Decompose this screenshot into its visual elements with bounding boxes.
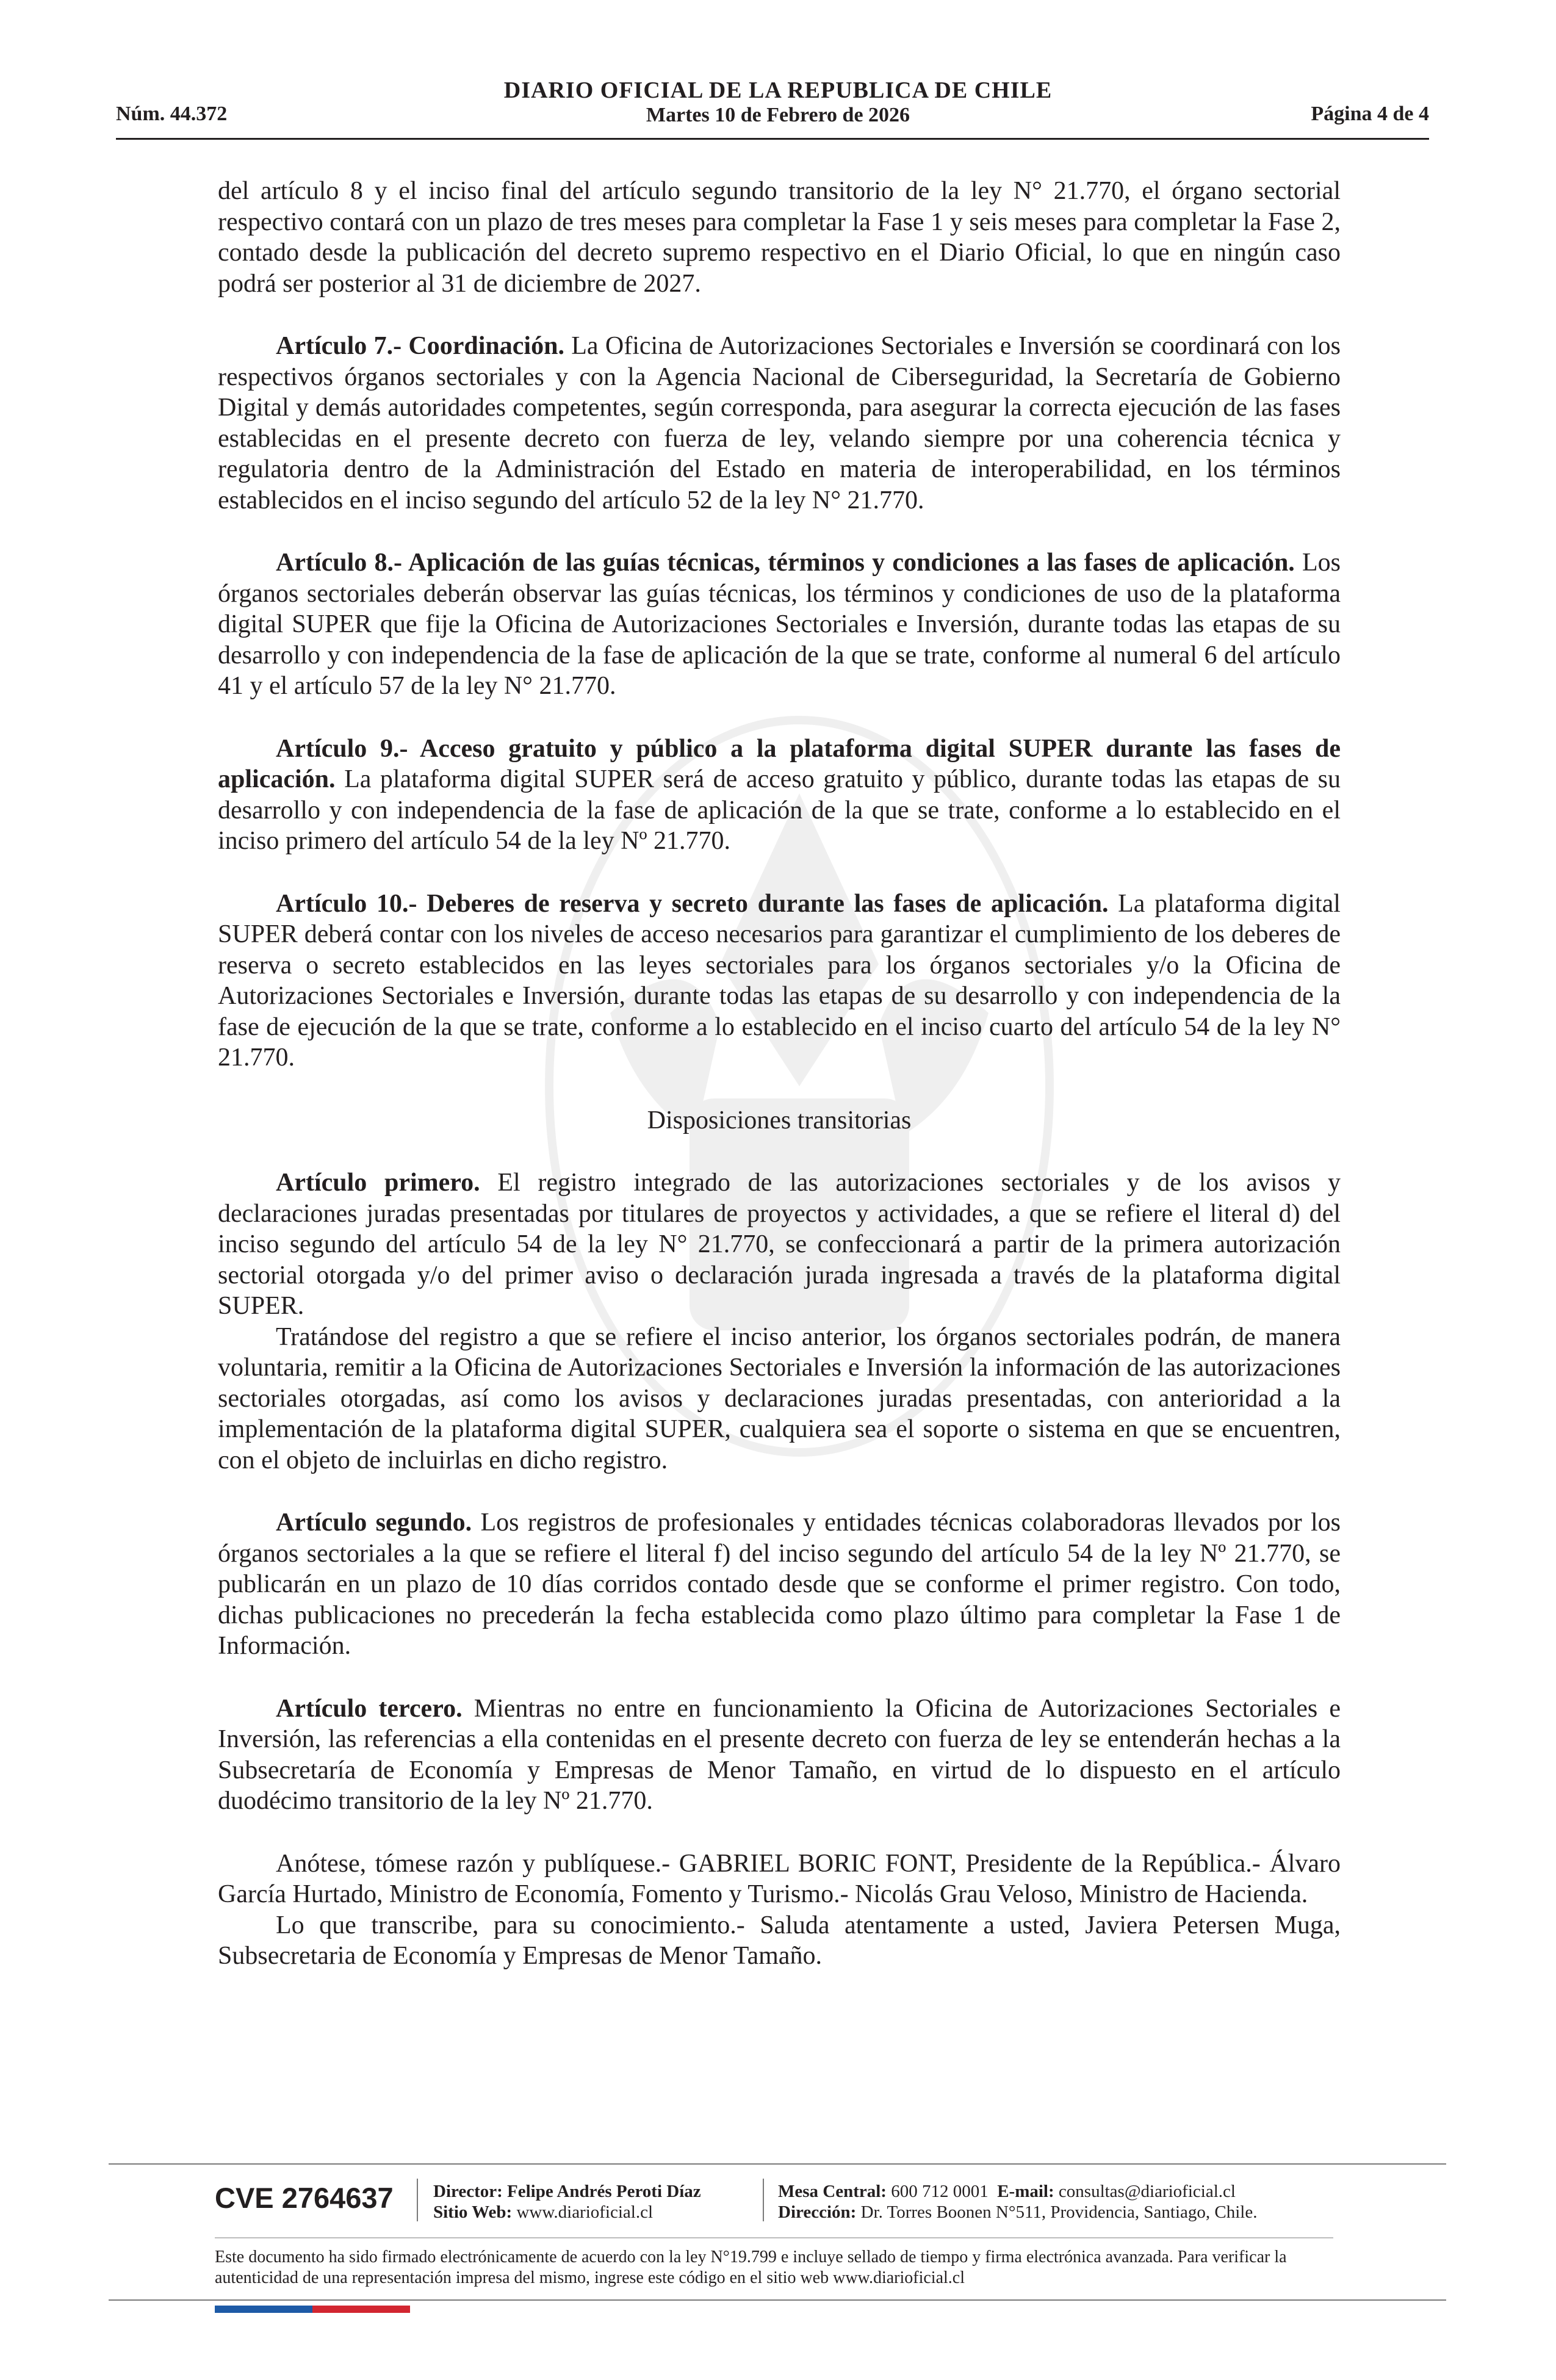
document-body: [218, 176, 1341, 1972]
footer-separator: [763, 2179, 764, 2221]
transitional-provisions-heading: Disposiciones transitorias: [647, 1106, 912, 1134]
transitional-article-1: [218, 1167, 1341, 1322]
email-link[interactable]: consultas@diarioficial.cl: [1058, 2182, 1236, 2201]
address-label: Dirección:: [778, 2202, 857, 2222]
transitional-article-3: [218, 1693, 1341, 1817]
footer-director-block: [433, 2181, 701, 2223]
article-9: [218, 734, 1341, 857]
publication-date: Martes 10 de Febrero de 2026: [646, 104, 910, 126]
phone-number: 600 712 0001: [891, 2182, 989, 2201]
flag-bar-red: [312, 2306, 410, 2313]
phone-label: Mesa Central:: [778, 2182, 887, 2201]
director-label: Director:: [433, 2182, 503, 2201]
transitional-article-3-title: Artículo tercero.: [276, 1694, 463, 1723]
header-divider: [116, 138, 1429, 140]
transitional-article-3-text: Mientras no entre en funcionamiento la Oficina de Autorizaciones Sectoriales e Inversión, las referencias a ella contenidas en el presente decreto con fuerza de ley se entenderán hechas a la Subsecretaría de Economía y Empresas de Menor Tamaño, en virtud de lo dispuesto en el artículo duodécimo transitorio de la ley Nº 21.770.: [218, 1694, 1341, 1815]
transitional-article-2: [218, 1507, 1341, 1662]
article-10-title: Artículo 10.- Deberes de reserva y secreto durante las fases de aplicación.: [276, 889, 1109, 918]
cve-code: CVE 2764637: [215, 2182, 394, 2214]
footer-contact-block: [778, 2181, 1257, 2223]
email-label: E-mail:: [997, 2182, 1054, 2201]
address-text: Dr. Torres Boonen N°511, Providencia, Santiago, Chile.: [860, 2202, 1258, 2222]
footer-divider-middle: [215, 2237, 1333, 2238]
publication-title: DIARIO OFICIAL DE LA REPUBLICA DE CHILE: [503, 78, 1053, 103]
article-7: [218, 331, 1341, 516]
transitional-article-1-title: Artículo primero.: [276, 1169, 480, 1197]
article-7-title: Artículo 7.- Coordinación.: [276, 332, 564, 360]
article-8-title: Artículo 8.- Aplicación de las guías técnicas, términos y condiciones a las fases de aplicación.: [276, 549, 1295, 577]
transitional-article-2-title: Artículo segundo.: [276, 1509, 472, 1537]
website-link[interactable]: www.diarioficial.cl: [516, 2202, 654, 2222]
paragraph-continuation: del artículo 8 y el inciso final del artículo segundo transitorio de la ley N° 21.770, el órgano sectorial respectivo contará con un plazo de tres meses para completar la Fase 1 y seis meses para completar la Fase 2, contado desde la publicación del decreto supremo respectivo en el Diario Oficial, lo que en ningún caso podrá ser posterior al 31 de diciembre de 2027.: [218, 177, 1341, 298]
director-name: Felipe Andrés Peroti Díaz: [507, 2182, 701, 2201]
footer-separator: [417, 2179, 418, 2221]
article-8: [218, 547, 1341, 702]
issue-number: Núm. 44.372: [116, 103, 228, 125]
authenticity-note: Este documento ha sido firmado electrónicamente de acuerdo con la ley N°19.799 e incluye sellado de tiempo y firma electrónica avanzada. Para verificar la autenticidad de una representación impresa del mismo, ingrese este código en el sitio web www.diarioficial.cl: [215, 2248, 1287, 2287]
closing-signatures: Anótese, tómese razón y publíquese.- GABRIEL BORIC FONT, Presidente de la República.- Álvaro García Hurtado, Ministro de Economía, Fomento y Turismo.- Nicolás Grau Veloso, Ministro de Hacienda.: [218, 1849, 1341, 1908]
website-label: Sitio Web:: [433, 2202, 513, 2222]
article-9-text: La plataforma digital SUPER será de acceso gratuito y público, durante todas las etapas de su desarrollo y con independencia de la fase de aplicación de la que se trate, conforme a lo establecido en el inciso primero del artículo 54 de la ley Nº 21.770.: [218, 765, 1341, 855]
transitional-article-1-text: El registro integrado de las autorizaciones sectoriales y de los avisos y declaraciones juradas presentadas por titulares de proyectos y actividades, a que se refiere el literal d) del inciso segundo del artículo 54 de la ley N° 21.770, se confeccionará a partir de la primera autorización sectorial otorgada y/o del primer aviso o declaración jurada ingresada a través de la plataforma digital SUPER.: [218, 1169, 1341, 1320]
transitional-article-2-text: Los registros de profesionales y entidades técnicas colaboradoras llevados por los órganos sectoriales a la que se refiere el literal f) del inciso segundo del artículo 54 de la ley Nº 21.770, se publicarán en un plazo de 10 días corridos contado desde que se conforme el primer registro. Con todo, dichas publicaciones no precederán la fecha establecida como plazo último para completar la Fase 1 de Información.: [218, 1509, 1341, 1660]
article-9-title: Artículo 9.- Acceso gratuito y público a la plataforma digital SUPER durante las fases de aplicación.: [218, 734, 1341, 793]
page-indicator: Página 4 de 4: [1311, 103, 1429, 125]
article-10-text: La plataforma digital SUPER deberá contar con los niveles de acceso necesarios para garantizar el cumplimiento de los deberes de reserva o secreto establecidos en las leyes sectoriales para los órganos sectoriales y/o la Oficina de Autorizaciones Sectoriales e Inversión, durante todas las etapas de su desarrollo y con independencia de la fase de ejecución de la que se trate, conforme a lo establecido en el inciso cuarto del artículo 54 de la ley N° 21.770.: [218, 889, 1341, 1072]
closing-transcription: Lo que transcribe, para su conocimiento.- Saluda atentamente a usted, Javiera Petersen Muga, Subsecretaria de Economía y Empresas de Menor Tamaño.: [218, 1911, 1341, 1970]
article-8-text: Los órganos sectoriales deberán observar las guías técnicas, los términos y condiciones de uso de la plataforma digital SUPER que fije la Oficina de Autorizaciones Sectoriales e Inversión, durante todas las etapas de su desarrollo y con independencia de la fase de aplicación de la que se trate, conforme al numeral 6 del artículo 41 y el artículo 57 de la ley N° 21.770.: [218, 549, 1341, 700]
article-10: [218, 889, 1341, 1073]
article-7-text: La Oficina de Autorizaciones Sectoriales e Inversión se coordinará con los respectivos órganos sectoriales y con la Agencia Nacional de Ciberseguridad, la Secretaría de Gobierno Digital y demás autoridades competentes, según corresponda, para asegurar la correcta ejecución de las fases establecidas en el presente decreto con fuerza de ley, velando siempre por una coherencia técnica y regulatoria dentro de la Administración del Estado en materia de interoperabilidad, en los términos establecidos en el inciso segundo del artículo 52 de la ley N° 21.770.: [218, 332, 1341, 514]
flag-bar-blue: [215, 2306, 312, 2313]
footer-divider-bottom: [109, 2299, 1446, 2301]
footer-divider-top: [109, 2163, 1446, 2165]
transitional-article-1-paragraph-2: Tratándose del registro a que se refiere el inciso anterior, los órganos sectoriales podrán, de manera voluntaria, remitir a la Oficina de Autorizaciones Sectoriales e Inversión la información de las autorizaciones sectoriales otorgadas, así como los avisos y declaraciones juradas presentadas, con anterioridad a la implementación de la plataforma digital SUPER, cualquiera sea el soporte o sistema en que se encuentren, con el objeto de incluirlas en dicho registro.: [218, 1322, 1341, 1474]
